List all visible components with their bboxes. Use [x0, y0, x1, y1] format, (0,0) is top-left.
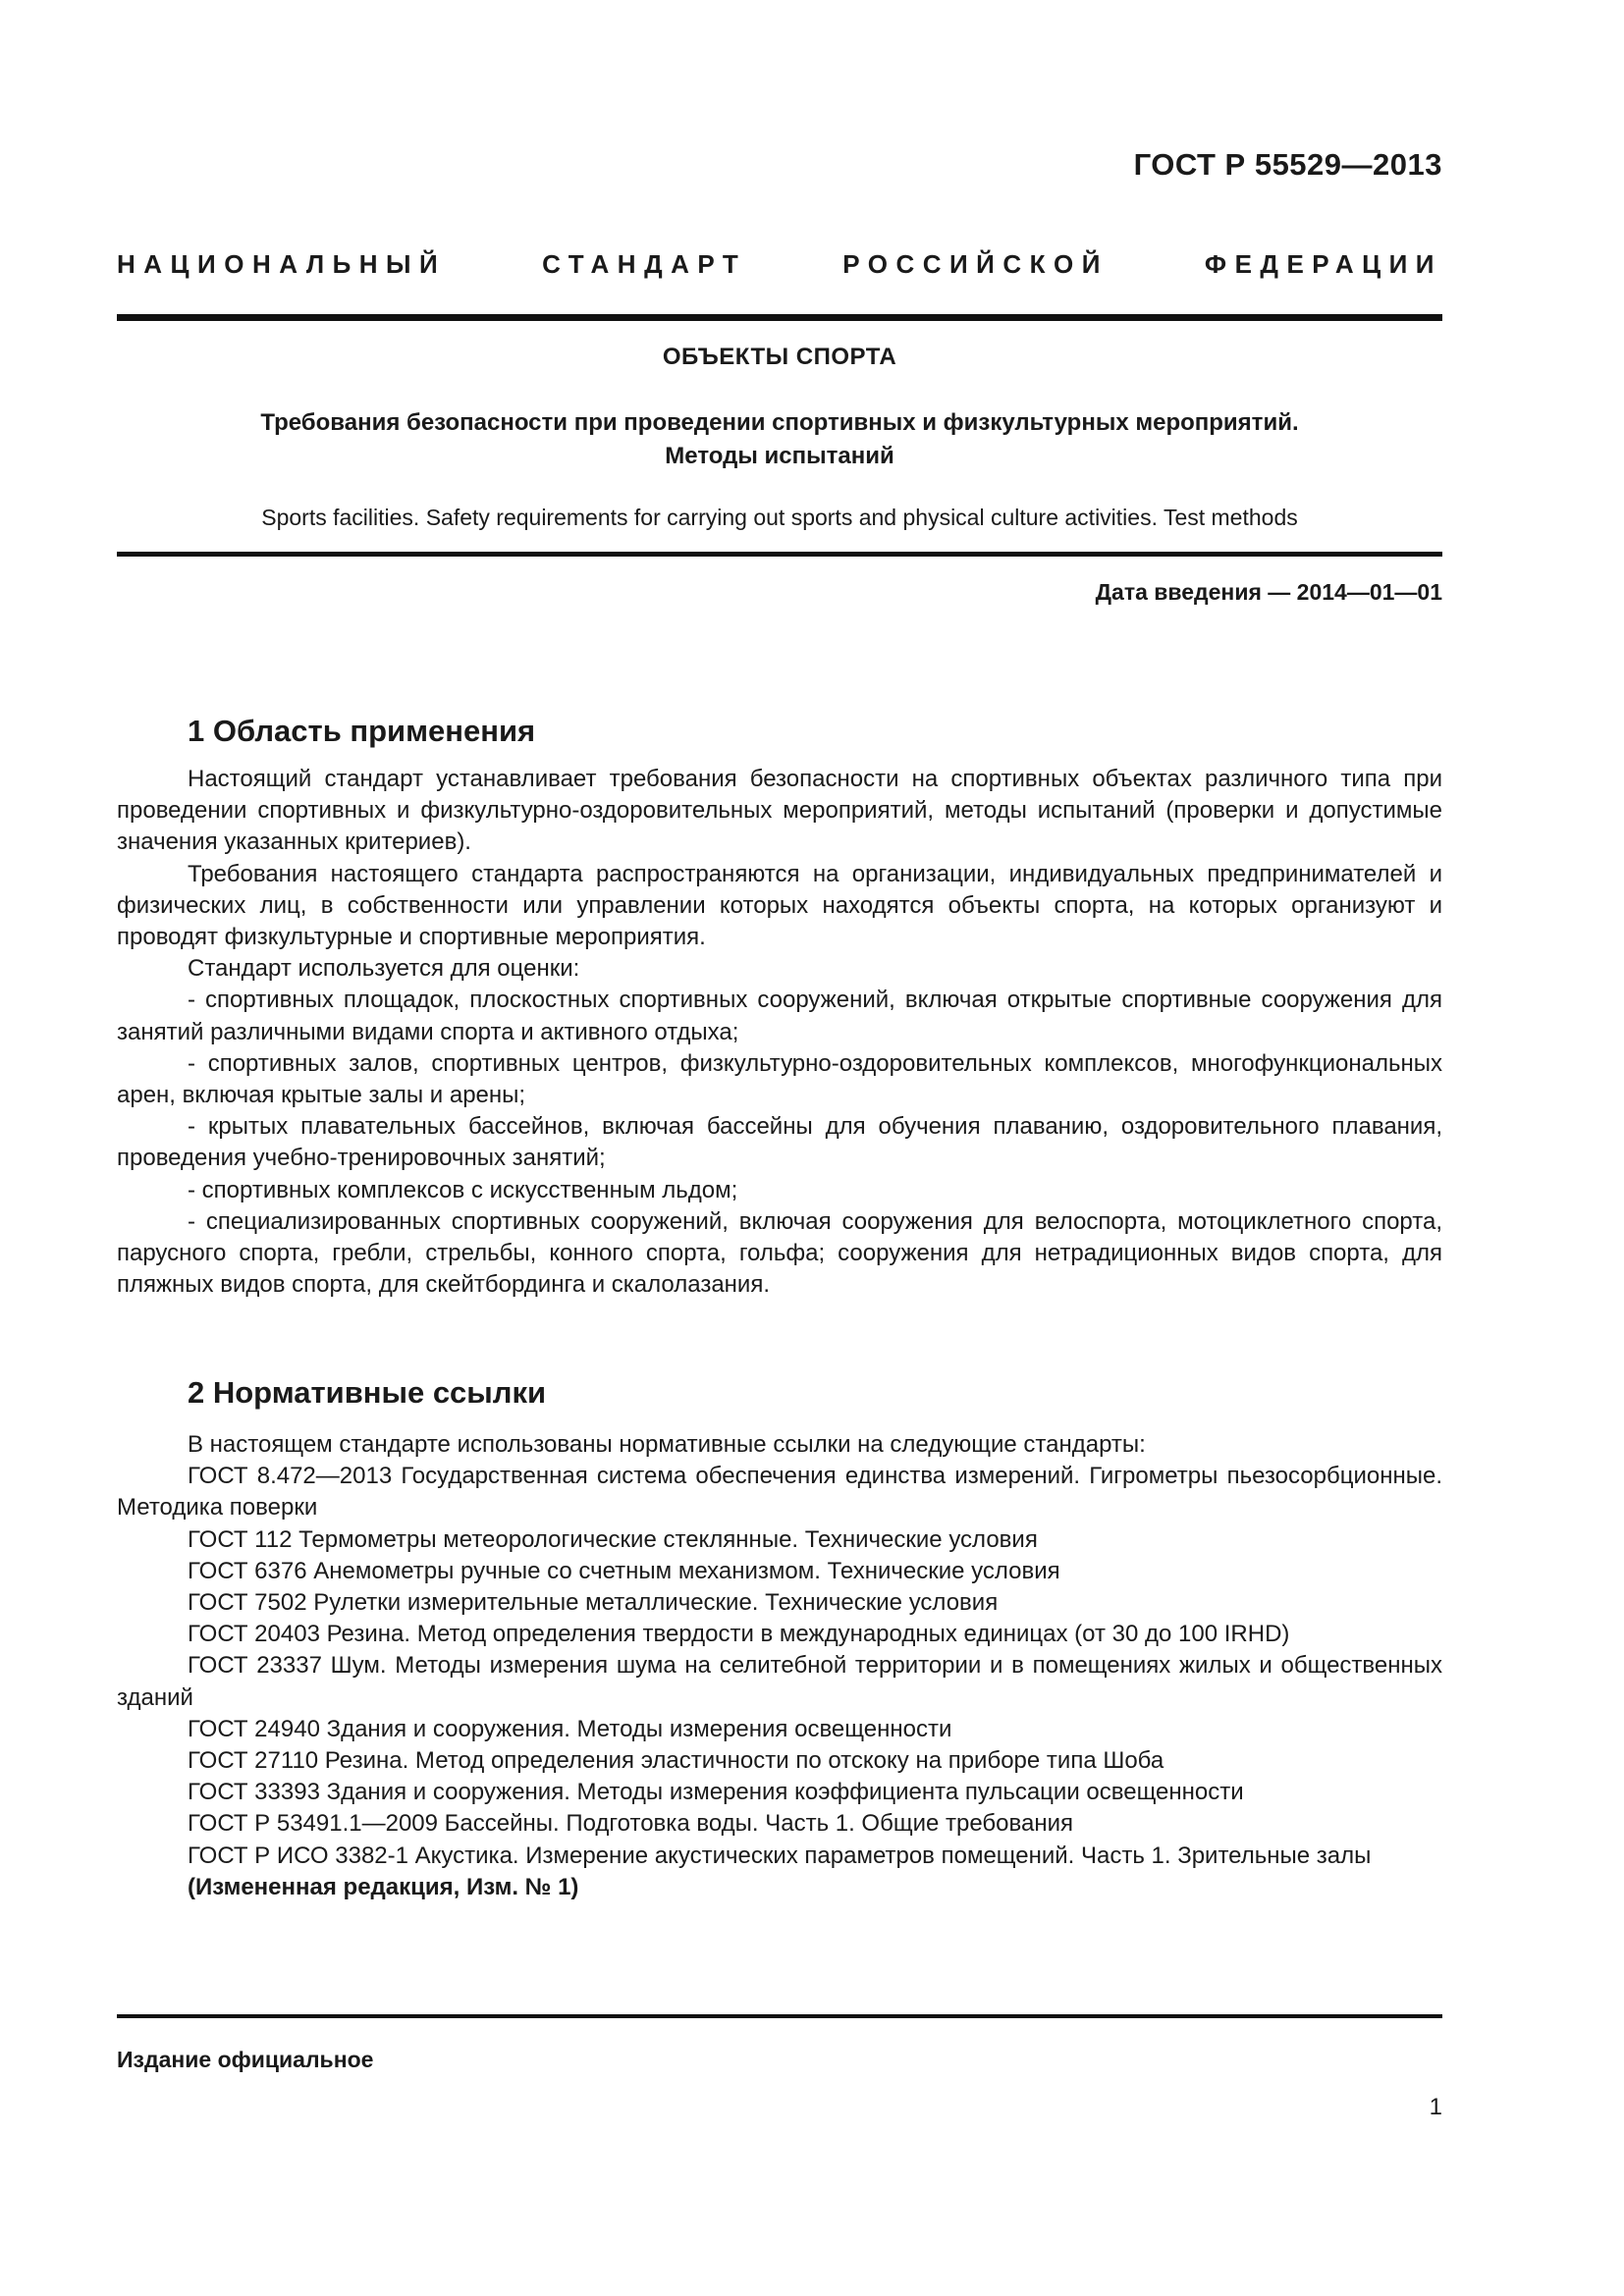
reference-item: ГОСТ 6376 Анемометры ручные со счетным механизмом. Технические условия	[188, 1557, 1060, 1584]
national-standard-banner: НАЦИОНАЛЬНЫЙ СТАНДАРТ РОССИЙСКОЙ ФЕДЕРАЦИИ	[117, 249, 1442, 279]
section-1-heading: 1 Область применения	[188, 714, 536, 748]
subtitle-line-1: Требования безопасности при проведении спортивных и физкультурных мероприятий.	[260, 409, 1299, 436]
reference-item: ГОСТ 7502 Рулетки измерительные металлические. Технические условия	[188, 1589, 999, 1617]
list-item: - спортивных площадок, плоскостных спортивных сооружений, включая открытые спортивные сооружения для занятий различными видами спорта и активного отдыха;	[117, 987, 1442, 1045]
official-edition-label: Издание официальное	[117, 2047, 374, 2072]
paragraph: Требования настоящего стандарта распространяются на организации, индивидуальных предпринимателей и физических лиц, в собственности или управлении которых находятся объекты спорта, на которых организуют и проводят физкультурные и спортивные мероприятия.	[117, 860, 1442, 951]
document-page	[117, 0, 1442, 2296]
reference-item: ГОСТ Р 53491.1—2009 Бассейны. Подготовка воды. Часть 1. Общие требования	[188, 1810, 1074, 1838]
reference-item: ГОСТ 27110 Резина. Метод определения эластичности по отскоку на приборе типа Шоба	[188, 1747, 1164, 1775]
amendment-note: (Измененная редакция, Изм. № 1)	[188, 1873, 579, 1900]
list-item: - крытых плавательных бассейнов, включая бассейны для обучения плаванию, оздоровительного плавания, проведения учебно-тренировочных занятий;	[117, 1113, 1442, 1172]
document-title: ОБЪЕКТЫ СПОРТА	[662, 344, 897, 370]
gost-number: ГОСТ Р 55529—2013	[1133, 147, 1442, 182]
list-item: - специализированных спортивных сооружений, включая сооружения для велоспорта, мотоциклетного спорта, парусного спорта, гребли, стрельбы, конного спорта, гольфа; сооружения для нетрадиционных видов спорта, для пляжных видов спорта, для скейтбординга и скалолазания.	[117, 1207, 1442, 1299]
reference-item: ГОСТ 20403 Резина. Метод определения твердости в международных единицах (от 30 до 100 IRHD)	[188, 1621, 1290, 1648]
list-item: - спортивных комплексов с искусственным льдом;	[188, 1176, 738, 1203]
introduction-date: Дата введения — 2014—01—01	[1095, 579, 1442, 605]
subtitle-line-2: Методы испытаний	[665, 443, 894, 469]
footer-rule	[117, 2014, 1442, 2018]
paragraph: Стандарт используется для оценки:	[188, 955, 580, 983]
reference-item: ГОСТ 8.472—2013 Государственная система обеспечения единства измерений. Гигрометры пьезосорбционные. Методика поверки	[117, 1463, 1442, 1522]
english-title: Sports facilities. Safety requirements for carrying out sports and physical culture activities. Test methods	[261, 505, 1298, 530]
reference-item: ГОСТ 112 Термометры метеорологические стеклянные. Технические условия	[188, 1525, 1038, 1553]
paragraph: В настоящем стандарте использованы нормативные ссылки на следующие стандарты:	[188, 1431, 1146, 1458]
reference-item: ГОСТ 23337 Шум. Методы измерения шума на селитебной территории и в помещениях жилых и общественных зданий	[117, 1652, 1442, 1711]
top-rule	[117, 314, 1442, 321]
paragraph: Настоящий стандарт устанавливает требования безопасности на спортивных объектах различного типа при проведении спортивных и физкультурно-оздоровительных мероприятий, методы испытаний (проверки и допустимые значения указанных критериев).	[117, 766, 1442, 856]
reference-item: ГОСТ Р ИСО 3382-1 Акустика. Измерение акустических параметров помещений. Часть 1. Зрительные залы	[188, 1842, 1372, 1869]
reference-item: ГОСТ 24940 Здания и сооружения. Методы измерения освещенности	[188, 1715, 952, 1742]
section-1-body	[117, 764, 1442, 1301]
list-item: - спортивных залов, спортивных центров, физкультурно-оздоровительных комплексов, многофункциональных арен, включая крытые залы и арены;	[117, 1049, 1442, 1109]
document-subtitle	[117, 406, 1442, 473]
section-2-heading: 2 Нормативные ссылки	[188, 1375, 547, 1410]
title-rule	[117, 552, 1442, 557]
page-number: 1	[1429, 2094, 1442, 2120]
section-2-body	[117, 1429, 1442, 1903]
reference-item: ГОСТ 33393 Здания и сооружения. Методы измерения коэффициента пульсации освещенности	[188, 1779, 1244, 1806]
